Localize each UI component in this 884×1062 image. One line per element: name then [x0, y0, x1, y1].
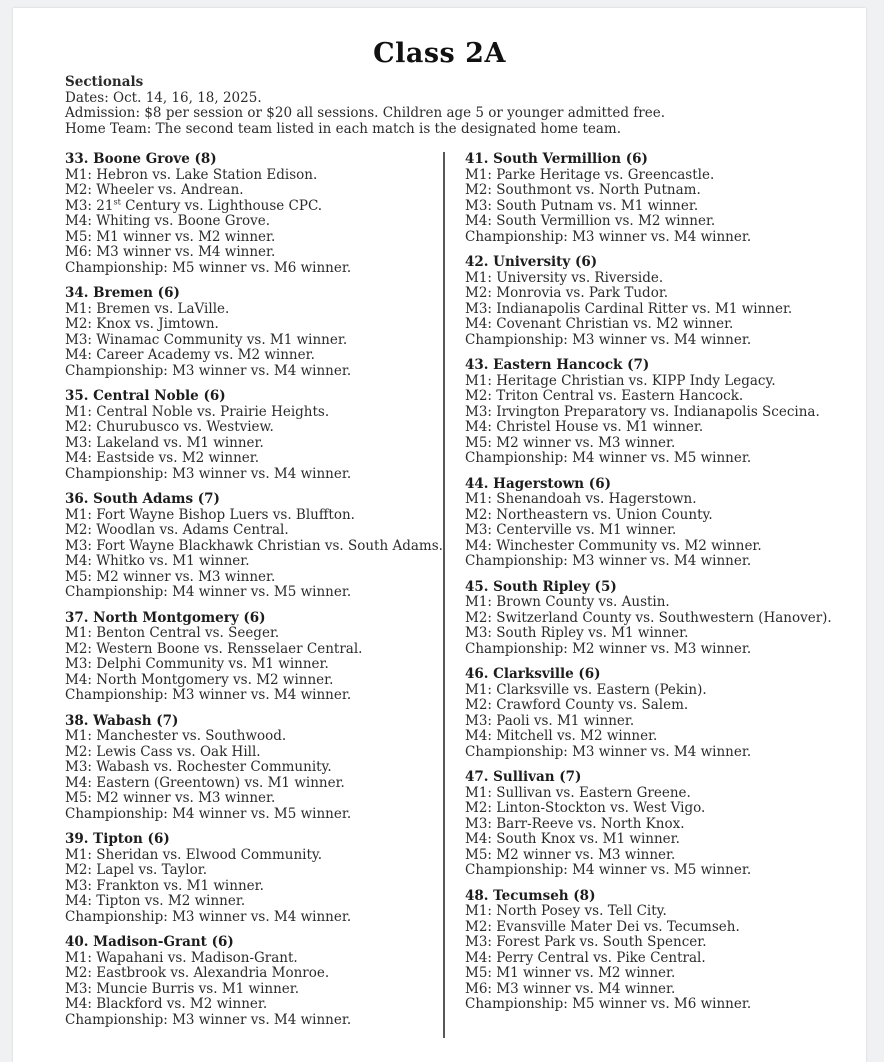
match-line: M1: Central Noble vs. Prairie Heights.	[65, 403, 330, 420]
sectional-title: 44. Hagerstown (6)	[465, 475, 611, 492]
sectional-block	[65, 389, 429, 482]
sectional-block	[465, 477, 852, 570]
match-line: M3: Fort Wayne Blackhawk Christian vs. South Adams.	[65, 537, 443, 554]
sectional-block	[465, 152, 852, 245]
match-line: M3: 21st Century vs. Lighthouse CPC.	[65, 196, 323, 214]
match-line: Championship: M4 winner vs. M5 winner.	[65, 805, 352, 822]
match-line: Championship: M5 winner vs. M6 winner.	[65, 259, 352, 276]
match-line: M1: North Posey vs. Tell City.	[465, 903, 667, 919]
match-line: Championship: M3 winner vs. M4 winner.	[465, 228, 752, 245]
match-line: M1: Heritage Christian vs. KIPP Indy Legacy.	[465, 372, 776, 389]
sectional-title: 43. Eastern Hancock (7)	[465, 357, 650, 373]
sectional-block	[65, 935, 429, 1028]
match-line: M4: Mitchell vs. M2 winner.	[465, 728, 658, 744]
match-line: M1: Fort Wayne Bishop Luers vs. Bluffton.	[65, 506, 355, 523]
sectional-block	[65, 286, 429, 379]
sectional-title: 39. Tipton (6)	[65, 831, 170, 847]
match-line: M2: Triton Central vs. Eastern Hancock.	[465, 388, 744, 404]
sectional-block	[65, 714, 429, 823]
column-left	[65, 152, 443, 1038]
match-line: Championship: M3 winner vs. M4 winner.	[65, 1011, 352, 1028]
sectional-title: 41. South Vermillion (6)	[465, 151, 648, 167]
match-line: M2: Lewis Cass vs. Oak Hill.	[65, 743, 261, 760]
match-line: M4: Eastern (Greentown) vs. M1 winner.	[65, 774, 345, 791]
header-admission-line: Admission: $8 per session or $20 all sessions. Children age 5 or younger admitted free.	[65, 105, 665, 121]
sectional-title: 33. Boone Grove (8)	[65, 151, 217, 167]
match-line: M4: Whiting vs. Boone Grove.	[65, 213, 271, 229]
match-line: M4: Perry Central vs. Pike Central.	[465, 949, 706, 966]
sectional-block	[65, 832, 429, 925]
match-line: M1: Benton Central vs. Seeger.	[65, 625, 280, 641]
header-info	[65, 75, 830, 137]
match-line: M1: Manchester vs. Southwood.	[65, 728, 287, 744]
match-line: M6: M3 winner vs. M4 winner.	[465, 980, 676, 997]
sectional-block	[465, 580, 852, 658]
match-line: M4: Whitko vs. M1 winner.	[65, 553, 250, 569]
match-line: M4: North Montgomery vs. M2 winner.	[65, 671, 334, 688]
match-line: M5: M2 winner vs. M3 winner.	[65, 790, 276, 806]
match-line: Championship: M3 winner vs. M4 winner.	[65, 908, 352, 925]
sectional-title: 38. Wabash (7)	[65, 712, 179, 729]
match-line: M3: Indianapolis Cardinal Ritter vs. M1 winner.	[465, 300, 793, 317]
match-line: M1: Brown County vs. Austin.	[465, 594, 670, 610]
match-line: M1: University vs. Riverside.	[465, 269, 664, 286]
match-line: M3: Irvington Preparatory vs. Indianapolis Scecina.	[465, 403, 820, 420]
sectional-block	[65, 611, 429, 704]
match-line: M2: Switzerland County vs. Southwestern (Hanover).	[465, 609, 832, 626]
sectional-title: 42. University (6)	[465, 254, 598, 270]
match-line: Championship: M4 winner vs. M5 winner.	[465, 862, 752, 878]
sectional-block	[465, 770, 852, 879]
match-line: M3: Centerville vs. M1 winner.	[465, 522, 677, 538]
sectional-title: 46. Clarksville (6)	[465, 666, 601, 682]
match-line: M3: Lakeland vs. M1 winner.	[65, 434, 264, 451]
match-line: M3: Barr-Reeve vs. North Knox.	[465, 815, 685, 832]
match-line: Championship: M3 winner vs. M4 winner.	[65, 362, 352, 379]
match-line: M1: Shenandoah vs. Hagerstown.	[465, 491, 697, 507]
sectional-title: 45. South Ripley (5)	[465, 578, 617, 595]
match-line: M1: Sheridan vs. Elwood Community.	[65, 846, 323, 863]
match-line: M3: Frankton vs. M1 winner.	[65, 877, 264, 894]
match-line: Championship: M5 winner vs. M6 winner.	[465, 996, 752, 1012]
match-line: M3: Wabash vs. Rochester Community.	[65, 759, 332, 775]
match-line: M2: Linton-Stockton vs. West Vigo.	[465, 800, 706, 816]
header-home-team-line: Home Team: The second team listed in each match is the designated home team.	[65, 120, 622, 137]
match-line: M3: Paoli vs. M1 winner.	[465, 712, 635, 729]
sectional-title: 34. Bremen (6)	[65, 285, 180, 301]
match-line: M2: Monrovia vs. Park Tudor.	[465, 285, 669, 301]
document-page	[13, 8, 866, 1062]
match-line: M3: South Putnam vs. M1 winner.	[465, 197, 699, 214]
sectional-block	[465, 889, 852, 1013]
match-line: M6: M3 winner vs. M4 winner.	[65, 244, 276, 260]
sectional-block	[465, 667, 852, 760]
match-line: M5: M2 winner vs. M3 winner.	[465, 846, 676, 863]
match-line: M1: Sullivan vs. Eastern Greene.	[465, 784, 691, 801]
match-line: Championship: M4 winner vs. M5 winner.	[65, 584, 352, 600]
sectional-title: 35. Central Noble (6)	[65, 388, 226, 404]
sectional-block	[65, 152, 429, 276]
match-line: M5: M1 winner vs. M2 winner.	[65, 228, 276, 245]
sectional-title: 48. Tecumseh (8)	[465, 887, 596, 904]
header-sectionals-label: Sectionals	[65, 74, 144, 90]
match-line: M1: Wapahani vs. Madison-Grant.	[65, 949, 298, 966]
match-line: M3: South Ripley vs. M1 winner.	[465, 625, 689, 641]
match-line: M2: Western Boone vs. Rensselaer Central.	[65, 640, 363, 657]
match-line: M1: Hebron vs. Lake Station Edison.	[65, 166, 318, 183]
match-line: M2: Crawford County vs. Salem.	[465, 697, 689, 713]
match-line: M3: Forest Park vs. South Spencer.	[465, 934, 707, 950]
match-line: M2: Northeastern vs. Union County.	[465, 506, 713, 523]
sectional-block	[65, 491, 443, 601]
match-line: M4: Covenant Christian vs. M2 winner.	[465, 316, 734, 332]
match-line: M4: South Vermillion vs. M2 winner.	[465, 213, 716, 229]
match-line: M4: Winchester Community vs. M2 winner.	[465, 537, 762, 554]
match-line: Championship: M3 winner vs. M4 winner.	[65, 465, 352, 482]
match-line: M3: Winamac Community vs. M1 winner.	[65, 331, 348, 348]
match-line: Championship: M3 winner vs. M4 winner.	[465, 331, 752, 348]
column-right	[445, 152, 866, 1038]
match-line: M4: Tipton vs. M2 winner.	[65, 893, 246, 909]
match-line: M2: Evansville Mater Dei vs. Tecumseh.	[465, 918, 740, 935]
match-line: M4: Career Academy vs. M2 winner.	[65, 347, 315, 363]
sectional-title: 47. Sullivan (7)	[465, 769, 582, 785]
header-dates-line: Dates: Oct. 14, 16, 18, 2025.	[65, 89, 262, 106]
match-line: Championship: M3 winner vs. M4 winner.	[465, 553, 752, 569]
sectional-title: 40. Madison-Grant (6)	[65, 934, 234, 950]
sectional-title: 37. North Montgomery (6)	[65, 609, 266, 626]
match-line: M4: Blackford vs. M2 winner.	[65, 996, 268, 1012]
match-line: Championship: M2 winner vs. M3 winner.	[465, 640, 752, 657]
match-line: M1: Clarksville vs. Eastern (Pekin).	[465, 681, 707, 698]
match-line: M5: M1 winner vs. M2 winner.	[465, 965, 676, 981]
match-line: M4: South Knox vs. M1 winner.	[465, 831, 680, 847]
match-line: M3: Muncie Burris vs. M1 winner.	[65, 980, 300, 997]
match-line: M2: Churubusco vs. Westview.	[65, 419, 274, 435]
match-line: M2: Knox vs. Jimtown.	[65, 316, 219, 332]
match-line: Championship: M3 winner vs. M4 winner.	[465, 743, 752, 760]
sectional-block	[465, 358, 852, 467]
match-line: M2: Southmont vs. North Putnam.	[465, 182, 701, 198]
match-line: M4: Christel House vs. M1 winner.	[465, 419, 704, 435]
match-line: M5: M2 winner vs. M3 winner.	[465, 434, 676, 451]
match-line: M2: Eastbrook vs. Alexandria Monroe.	[65, 965, 330, 981]
page-title: Class 2A	[373, 38, 506, 69]
sectional-title: 36. South Adams (7)	[65, 491, 220, 507]
match-line: M5: M2 winner vs. M3 winner.	[65, 568, 276, 585]
match-line: Championship: M3 winner vs. M4 winner.	[65, 687, 352, 703]
sectional-block	[465, 255, 852, 348]
match-line: M1: Parke Heritage vs. Greencastle.	[465, 166, 715, 183]
match-line: Championship: M4 winner vs. M5 winner.	[465, 450, 752, 466]
match-line: M1: Bremen vs. LaVille.	[65, 300, 230, 317]
sectional-columns	[65, 152, 866, 1038]
match-line: M3: Delphi Community vs. M1 winner.	[65, 656, 329, 672]
match-line: M2: Lapel vs. Taylor.	[65, 862, 207, 878]
match-line: M4: Eastside vs. M2 winner.	[65, 450, 260, 466]
match-line: M2: Wheeler vs. Andrean.	[65, 182, 244, 198]
match-line: M2: Woodlan vs. Adams Central.	[65, 522, 289, 538]
